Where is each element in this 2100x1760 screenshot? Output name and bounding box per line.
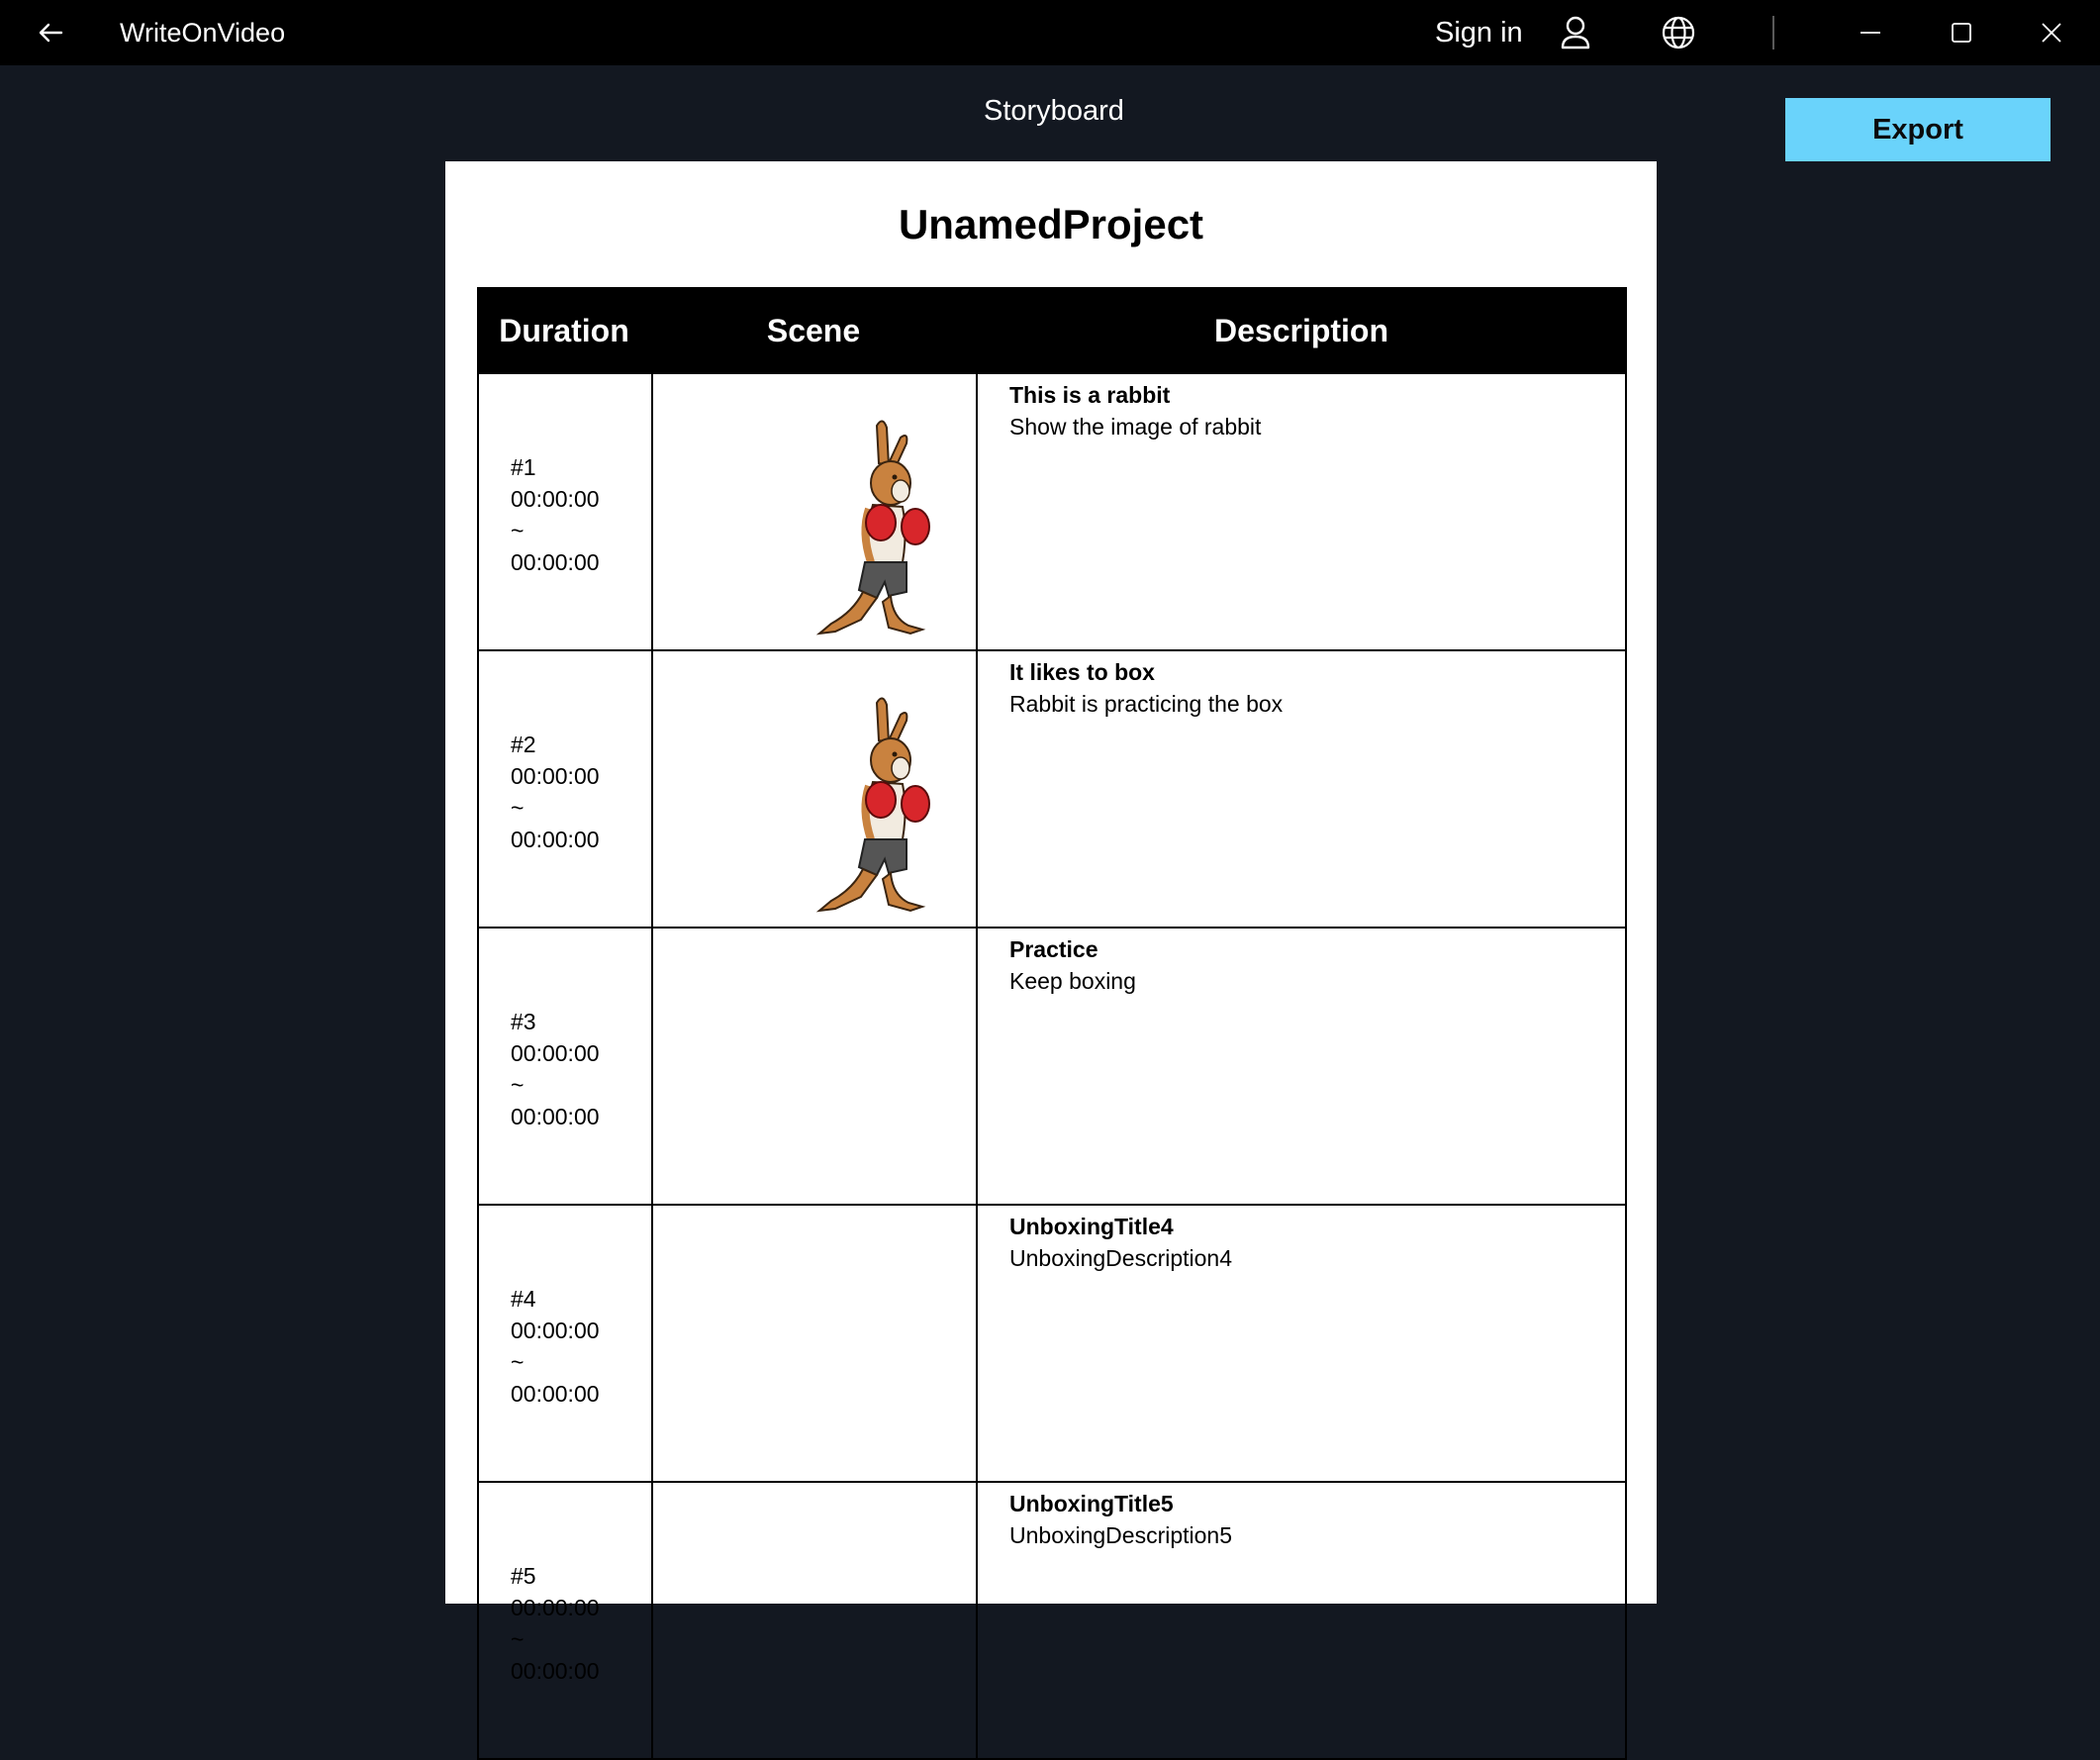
column-header-duration: Duration: [499, 312, 629, 348]
scene-title: UnboxingTitle5: [1009, 1491, 1174, 1516]
sign-in-button[interactable]: Sign in: [1435, 17, 1523, 49]
column-header-description: Description: [1213, 312, 1389, 348]
scene-description: UnboxingDescription4: [1009, 1245, 1233, 1271]
end-time: 00:00:00: [511, 827, 600, 852]
duration-text: [511, 1560, 600, 1687]
duration-cell: [479, 651, 653, 927]
end-time: 00:00:00: [511, 1381, 600, 1407]
boxing-rabbit-image: [792, 414, 950, 641]
end-time: 00:00:00: [511, 1104, 600, 1129]
duration-text: [511, 729, 600, 855]
maximize-button[interactable]: [1939, 10, 1984, 55]
scene-description: Show the image of rabbit: [1009, 414, 1262, 440]
scene-index: #2: [511, 732, 536, 757]
scene-cell[interactable]: [653, 1483, 978, 1758]
table-row: [477, 651, 1627, 929]
description-cell[interactable]: [978, 1206, 1625, 1481]
scene-title: Practice: [1009, 936, 1098, 962]
start-time: 00:00:00: [511, 1595, 600, 1620]
time-separator: ~: [511, 795, 525, 821]
description-cell[interactable]: [978, 374, 1625, 649]
language-button[interactable]: [1656, 10, 1701, 55]
scene-cell[interactable]: [653, 374, 978, 649]
table-row: [477, 929, 1627, 1206]
time-separator: ~: [511, 518, 525, 543]
duration-cell: [479, 1483, 653, 1758]
duration-cell: [479, 1206, 653, 1481]
title-bar: [0, 0, 2100, 65]
scene-title: It likes to box: [1009, 659, 1155, 685]
back-button[interactable]: [28, 8, 73, 57]
start-time: 00:00:00: [511, 1318, 600, 1343]
app-title: WriteOnVideo: [120, 18, 286, 48]
minimize-button[interactable]: [1848, 10, 1893, 55]
storyboard-document: [445, 161, 1657, 1684]
export-button[interactable]: Export: [1785, 98, 2051, 161]
user-icon: [1560, 15, 1591, 50]
duration-text: [511, 1006, 600, 1132]
storyboard-table: [477, 287, 1627, 1760]
scene-description: Keep boxing: [1009, 968, 1136, 994]
table-row: [477, 1483, 1627, 1760]
description-cell[interactable]: [978, 929, 1625, 1204]
scene-cell[interactable]: [653, 1206, 978, 1481]
duration-text: [511, 451, 600, 578]
start-time: 00:00:00: [511, 486, 600, 512]
arrow-left-icon: [38, 22, 63, 44]
scene-title: UnboxingTitle4: [1009, 1214, 1174, 1239]
close-icon: [2041, 22, 2062, 44]
table-row: [477, 374, 1627, 651]
scene-index: #1: [511, 454, 536, 480]
end-time: 00:00:00: [511, 549, 600, 575]
time-separator: ~: [511, 1072, 525, 1098]
time-separator: ~: [511, 1626, 525, 1652]
globe-icon: [1662, 16, 1695, 49]
start-time: 00:00:00: [511, 1040, 600, 1066]
scene-description: UnboxingDescription5: [1009, 1522, 1233, 1548]
description-cell[interactable]: [978, 651, 1625, 927]
table-row: [477, 1206, 1627, 1483]
start-time: 00:00:00: [511, 763, 600, 789]
scene-title: This is a rabbit: [1009, 382, 1171, 408]
maximize-icon: [1951, 22, 1972, 44]
scene-index: #5: [511, 1563, 536, 1589]
scene-description: Rabbit is practicing the box: [1009, 691, 1284, 717]
duration-cell: [479, 374, 653, 649]
duration-text: [511, 1283, 600, 1410]
titlebar-divider: [1772, 16, 1774, 49]
close-button[interactable]: [2029, 10, 2074, 55]
time-separator: ~: [511, 1349, 525, 1375]
scene-index: #4: [511, 1286, 536, 1312]
scene-cell[interactable]: [653, 651, 978, 927]
description-cell[interactable]: [978, 1483, 1625, 1758]
page-title: Storyboard: [984, 95, 1124, 127]
table-header: [477, 287, 1627, 374]
project-title: UnamedProject: [898, 201, 1204, 247]
account-button[interactable]: [1553, 10, 1598, 55]
scene-index: #3: [511, 1009, 536, 1034]
duration-cell: [479, 929, 653, 1204]
end-time: 00:00:00: [511, 1658, 600, 1684]
minimize-icon: [1860, 22, 1881, 44]
boxing-rabbit-image: [792, 691, 950, 919]
column-header-scene: Scene: [766, 312, 861, 348]
scene-cell[interactable]: [653, 929, 978, 1204]
